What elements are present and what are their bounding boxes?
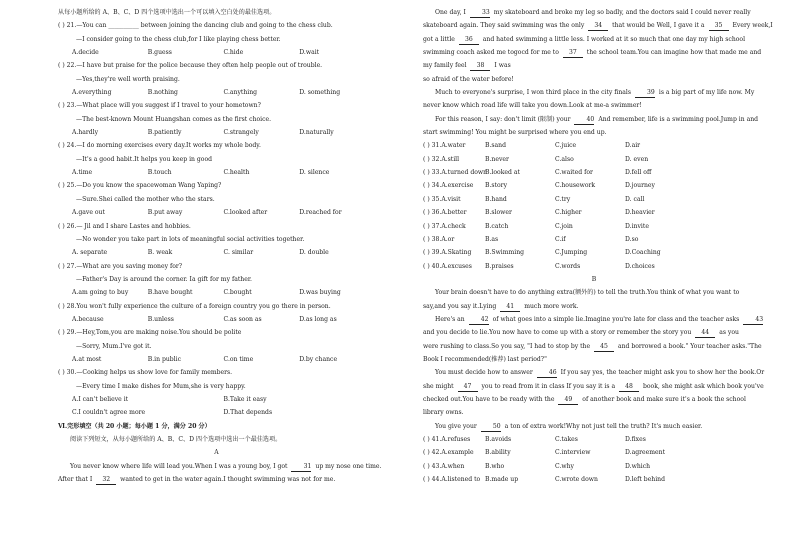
passage-text: so afraid of the water before!	[423, 75, 514, 83]
option-choice: C.words	[555, 262, 581, 270]
option-number: ( ) 34.A.exercise	[423, 182, 474, 190]
passage-text: of what goes into a simple lie.Imagine you're late for class and the teacher asks	[490, 315, 742, 323]
question-dialogue: —Sure.Shei called the mother who the stars.	[76, 195, 215, 203]
question-stem: ( ) 26.— Jil and I share Lastes and hobbies.	[58, 222, 191, 230]
option-choice: C.Jumping	[555, 249, 588, 257]
question-dialogue: —Yes,they're well worth praising.	[76, 75, 180, 83]
blank-number: 34	[588, 21, 608, 31]
question-dialogue: —Sorry, Mum.I've got it.	[76, 342, 152, 350]
option-choice: D. call	[625, 195, 645, 203]
passage-text: start swimming! You might be surprised where you end up.	[423, 129, 607, 137]
passage-text: you to read from it in class If you say it is a	[479, 382, 618, 390]
option-choice: B.sand	[485, 142, 507, 150]
option-choice: B.slower	[485, 209, 512, 217]
passage-text: You must decide how to answer	[435, 369, 535, 377]
option-choice: B.unless	[147, 315, 174, 323]
option-choice: D.Coaching	[625, 249, 661, 257]
option-choice: B.Swimming	[485, 249, 525, 257]
passage-line	[423, 353, 765, 366]
passage-text: One day, I	[435, 9, 468, 16]
option-choice: B.catch	[485, 222, 509, 230]
option-row	[58, 246, 375, 259]
question-stem: ( ) 27.—What are you saving money for?	[58, 262, 183, 270]
passage-text: swimming coach asked me togocd for me to	[423, 49, 561, 57]
option-choice: B.touch	[147, 169, 172, 177]
blank-number: 37	[563, 48, 583, 58]
passage-text: library owns.	[423, 409, 464, 417]
passage-line	[423, 313, 765, 326]
question-stem: ( ) 25.—Do you know the spacewoman Wang Yaping?	[58, 182, 222, 190]
blank-number: 45	[594, 342, 614, 352]
left-column	[58, 6, 382, 486]
option-row	[58, 286, 375, 299]
blank-number: 33	[470, 8, 490, 18]
option-choice: D.air	[625, 142, 641, 150]
passage-line	[423, 6, 765, 19]
option-choice: B.as	[485, 235, 499, 243]
option-choice: B.made up	[485, 476, 519, 484]
option-row	[58, 406, 375, 419]
option-choice: D.by chance	[299, 355, 338, 363]
passage-line	[423, 340, 765, 353]
option-choice: B.patiently	[147, 129, 182, 137]
option-choice: A.hardly	[72, 129, 99, 137]
passage-text: the school team.You can imagine how that made me and	[584, 49, 762, 57]
option-number: ( ) 43.A.when	[423, 462, 465, 470]
question-stem: ( ) 22.—I have but praise for the police because they often help people out of trouble.	[58, 62, 323, 70]
question-dialogue: —I consider going to the chess club,for I like playing chess better.	[76, 35, 281, 43]
passage-line	[423, 59, 765, 72]
option-choice: D.heavier	[625, 209, 655, 217]
passage-text: Your brain doesn't have to do anything extra(额外的) to tell the truth.You think of what you want to	[435, 289, 740, 297]
passage-text: skateboard again. They said swimming was the only	[423, 22, 587, 30]
option-choice: C.housework	[555, 182, 596, 190]
option-choice: C.bought	[223, 289, 252, 297]
option-row	[58, 393, 375, 406]
option-choice: D. double	[299, 249, 329, 257]
option-choice: C.on time	[223, 355, 254, 363]
passage-text: and hated swimming a little less. I worked at it so much that one day my high school	[480, 35, 746, 43]
passage-line	[423, 33, 765, 46]
option-choice: C.anything	[223, 89, 258, 97]
option-number: ( ) 38.A.or	[423, 235, 455, 243]
option-row	[423, 206, 765, 219]
passage-text: For this reason, I say: don't limit (限制) your	[435, 115, 573, 123]
option-number: ( ) 40.A.excuses	[423, 262, 472, 270]
passage-text: book, she might ask which book you've	[641, 382, 764, 390]
option-row	[423, 179, 765, 192]
option-choice: C.why	[555, 462, 574, 470]
instruction-text: 从每小题所给的 A、B、C、D 四个选项中选出一个可以填入空白处的最佳选项。	[58, 9, 276, 16]
passage-line	[423, 380, 765, 393]
passage-label: A	[214, 449, 219, 457]
passage-line	[423, 326, 765, 339]
option-number: ( ) 44.A.listened to	[423, 476, 481, 484]
option-choice: D.was buying	[299, 289, 341, 297]
question-dialogue: —Father's Day is around the corner. Ia gift for my father.	[76, 275, 252, 283]
question-stem: ( ) 23.—What place will you suggest if I travel to your hometown?	[58, 102, 261, 110]
option-row	[423, 233, 765, 246]
option-choice: D.fell off	[625, 169, 652, 177]
option-row	[423, 166, 765, 179]
passage-text: got a little	[423, 35, 457, 43]
option-choice: A. separate	[72, 249, 108, 257]
option-number: ( ) 35.A.visit	[423, 195, 461, 203]
question-stem: ( ) 28.You won't fully experience the culture of a foreign country you go there in person.	[58, 302, 331, 310]
question-stem: ( ) 30.—Cooking helps us show love for family members.	[58, 369, 233, 377]
option-choice: C.health	[223, 169, 250, 177]
passage-text: my skateboard and broke my leg so badly, and the doctors said I could never really	[491, 9, 751, 16]
option-choice: C. similar	[223, 249, 254, 257]
option-choice: B.Take it easy	[223, 395, 267, 403]
option-row	[423, 139, 765, 152]
option-choice: C.try	[555, 195, 571, 203]
option-choice: B.put away	[147, 209, 183, 217]
passage-line	[423, 99, 765, 112]
option-row	[423, 473, 765, 486]
option-choice: D. even	[625, 155, 649, 163]
question-dialogue: —The best-known Mount Huangshan comes as the first choice.	[76, 115, 272, 123]
passage-text: say,and you say it.Lying	[423, 302, 499, 310]
passage-text: After that I	[58, 476, 95, 484]
passage-line	[423, 126, 765, 139]
option-row	[58, 206, 375, 219]
blank-number: 36	[459, 35, 479, 45]
option-choice: C.I couldn't agree more	[72, 409, 146, 417]
option-choice: C.higher	[555, 209, 582, 217]
blank-number: 40	[574, 115, 594, 125]
passage-line	[58, 460, 382, 473]
option-number: ( ) 33.A.turned down	[423, 169, 488, 177]
option-choice: B.hand	[485, 195, 507, 203]
question-dialogue: —It's a good habit.It helps you keep in good	[76, 155, 213, 163]
blank-number: 41	[500, 302, 520, 312]
option-choice: D. silence	[299, 169, 330, 177]
option-choice: C.hide	[223, 49, 244, 57]
option-choice: D.wait	[299, 49, 320, 57]
option-choice: D.as long as	[299, 315, 337, 323]
option-choice: B.who	[485, 462, 505, 470]
passage-label: B	[591, 275, 597, 283]
option-choice: B.ability	[485, 449, 511, 457]
option-choice: D.so	[625, 235, 639, 243]
option-row	[423, 460, 765, 473]
question-stem: ( ) 21.—You can __________ between joining the dancing club and going to the chess club.	[58, 22, 333, 30]
blank-number: 44	[695, 328, 715, 338]
right-column	[423, 6, 773, 486]
option-choice: C.interview	[555, 449, 591, 457]
option-choice: D. something	[299, 89, 341, 97]
passage-text: You never know where life will lead you.When I was a young boy, I got	[70, 462, 290, 470]
option-choice: C.takes	[555, 436, 578, 443]
question-stem: ( ) 29.—Hey,Tom,you are making noise.You should be polite	[58, 329, 242, 337]
passage-text: is a big part of my life now. My	[656, 89, 755, 97]
option-choice: B.guess	[147, 49, 172, 57]
option-choice: A.I can't believe it	[72, 395, 129, 403]
option-choice: D.choices	[625, 262, 655, 270]
passage-text: that would be Well, I gave it a	[610, 22, 707, 30]
option-choice: D.That depends	[223, 409, 273, 417]
passage-line	[423, 393, 765, 406]
passage-text: up my nose one time.	[313, 462, 382, 470]
option-choice: A.time	[72, 169, 93, 177]
question-dialogue: —Every time I make dishes for Mum,she is very happy.	[76, 382, 246, 390]
option-choice: C.strangely	[223, 129, 259, 137]
passage-text: were rushing to class.So you say, "I had to stop by the	[423, 342, 593, 350]
option-row	[423, 220, 765, 233]
option-number: ( ) 31.A.water	[423, 142, 466, 150]
passage-text: checked out.You have to be ready with the	[423, 395, 557, 403]
option-number: ( ) 37.A.check	[423, 222, 466, 230]
passage-line	[423, 420, 765, 433]
option-choice: B.never	[485, 155, 509, 163]
passage-line	[423, 19, 773, 32]
option-row	[58, 46, 375, 59]
option-choice: D.left behind	[625, 476, 666, 484]
option-number: ( ) 42.A.example	[423, 449, 474, 457]
passage-line	[423, 46, 765, 59]
passage-text: much more work.	[522, 302, 579, 310]
passage-line	[423, 300, 765, 313]
section-instruction: 阅读下列短文，从每小题所给的 A、B、C、D 四个选项中选出一个最佳选项。	[70, 436, 282, 443]
option-choice: B.nothing	[147, 89, 178, 97]
option-row	[58, 313, 375, 326]
option-row	[423, 260, 765, 273]
passage-text: Every week,I	[730, 22, 773, 30]
passage-text: and you decide to lie.You now have to come up with a story or remember the story you	[423, 329, 694, 337]
blank-number: 32	[96, 475, 116, 485]
question-dialogue: —No wonder you take part in lots of meaningful social activities together.	[76, 235, 305, 243]
option-choice: C.as soon as	[223, 315, 262, 323]
passage-text: wanted to get in the water again.I thought swimming was not for me.	[118, 476, 336, 484]
passage-line	[423, 86, 765, 99]
blank-number: 47	[458, 382, 478, 392]
option-choice: C.waited for	[555, 169, 593, 177]
option-row	[423, 446, 765, 459]
blank-number: 48	[619, 382, 639, 392]
blank-number: 35	[709, 21, 729, 31]
option-row	[58, 353, 375, 366]
option-choice: C.juice	[555, 142, 577, 150]
option-choice: D.which	[625, 462, 651, 470]
passage-line	[423, 73, 765, 86]
option-choice: D.fixes	[625, 436, 646, 443]
passage-line	[423, 406, 765, 419]
passage-text: never know which road life will take you down.Look at me-a swimmer!	[423, 102, 642, 110]
passage-text: I was	[492, 62, 511, 70]
question-stem: ( ) 24.—I do morning exercises every day.It works my whole body.	[58, 142, 261, 150]
option-choice: C.also	[555, 155, 574, 163]
option-row	[58, 86, 375, 99]
option-choice: D.reached for	[299, 209, 342, 217]
option-choice: A.everything	[72, 89, 112, 97]
option-choice: A.because	[72, 315, 104, 323]
blank-number: 42	[469, 315, 489, 325]
blank-number: 31	[291, 462, 311, 472]
blank-number: 43	[743, 315, 763, 325]
option-number: ( ) 41.A.refuses	[423, 436, 471, 443]
option-row	[423, 433, 765, 446]
option-choice: B.avoids	[485, 436, 512, 443]
blank-number: 39	[635, 88, 655, 98]
option-number: ( ) 39.A.Skating	[423, 249, 472, 257]
option-choice: B.looked at	[485, 169, 520, 177]
passage-text: If you say yes, the teacher might ask you to show her the book.Or	[558, 369, 765, 377]
passage-text: Book I recommended(推荐) last period?"	[423, 355, 547, 363]
option-choice: D.journey	[625, 182, 655, 190]
passage-text: Here's an	[435, 315, 467, 323]
blank-number: 50	[481, 422, 501, 432]
passage-text: my family feel	[423, 62, 469, 70]
passage-line	[423, 366, 765, 379]
passage-text: and borrowed a book." Your teacher asks."The	[616, 342, 762, 350]
section-title: Ⅵ.完形填空（共 20 小题；每小题 1 分，满分 20 分）	[58, 422, 211, 430]
passage-text: You give your	[435, 422, 479, 430]
passage-text: she might	[423, 382, 456, 390]
option-choice: A.decide	[72, 49, 99, 57]
blank-number: 49	[558, 395, 578, 405]
option-choice: D.invite	[625, 222, 649, 230]
passage-text: And remember, life is a swimming pool.Jump in and	[596, 115, 759, 123]
option-choice: D.agreement	[625, 449, 666, 457]
passage-text: as you	[717, 329, 739, 337]
option-row	[423, 193, 765, 206]
passage-line	[423, 113, 765, 126]
option-choice: B.have bought	[147, 289, 193, 297]
option-choice: B. weak	[147, 249, 173, 257]
option-choice: D.naturally	[299, 129, 334, 137]
option-number: ( ) 36.A.better	[423, 209, 467, 217]
option-choice: C.looked after	[223, 209, 268, 217]
option-choice: A.gave out	[72, 209, 105, 217]
passage-line	[58, 473, 375, 486]
blank-number: 38	[470, 61, 490, 71]
option-number: ( ) 32.A.still	[423, 155, 460, 163]
blank-number: 46	[537, 368, 557, 378]
passage-text: a ton of extra work!Why not just tell the truth? It's much easier.	[502, 422, 703, 430]
passage-text: Much to everyone's surprise, I won third place in the city finals	[435, 89, 633, 97]
passage-text: of another book and make sure it's a book the school	[580, 395, 746, 403]
option-choice: C.join	[555, 222, 573, 230]
option-choice: A.at most	[72, 355, 102, 363]
option-row	[58, 166, 375, 179]
option-choice: B.praises	[485, 262, 514, 270]
option-choice: A.am going to buy	[72, 289, 129, 297]
option-choice: C.wrote down	[555, 476, 598, 484]
option-choice: B.in public	[147, 355, 182, 363]
option-row	[423, 153, 765, 166]
option-row	[58, 126, 375, 139]
passage-line	[423, 286, 765, 299]
option-row	[423, 246, 765, 259]
option-choice: B.story	[485, 182, 508, 190]
option-choice: C.if	[555, 235, 566, 243]
